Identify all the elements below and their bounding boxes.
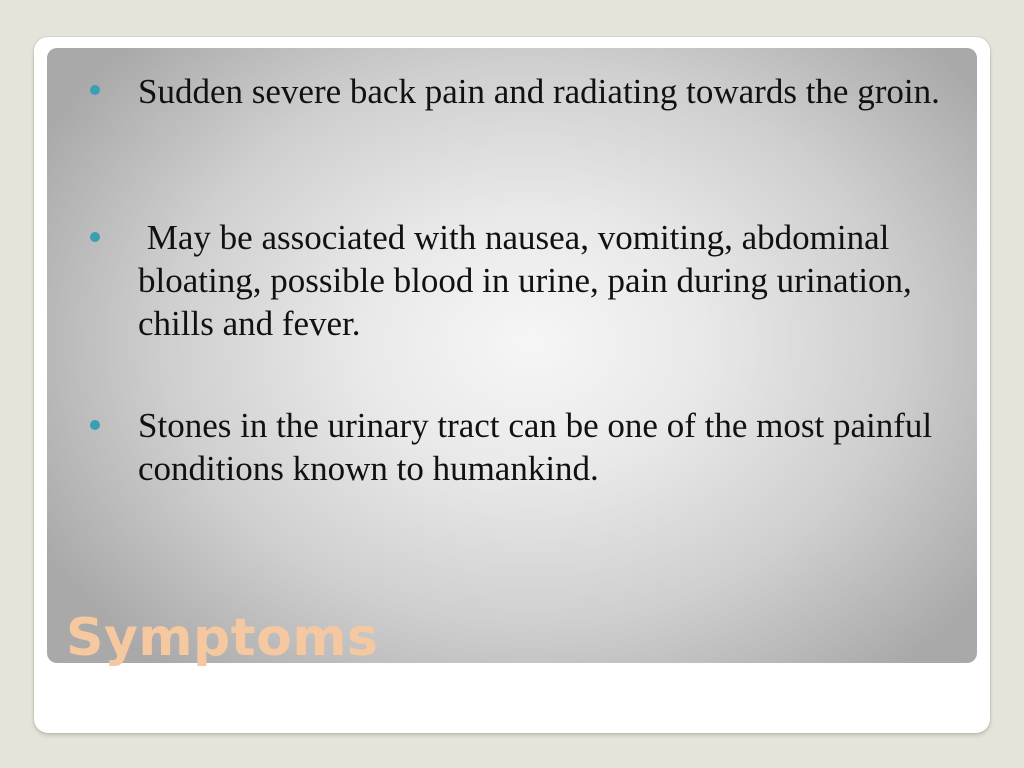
bullet-text: May be associated with nausea, vomiting, abdominal bloating, possible blood in urine, pain during urination, chills and fever. bbox=[138, 218, 921, 343]
bullet-dot-icon bbox=[90, 232, 100, 242]
bullet-text: Stones in the urinary tract can be one of the most painful conditions known to humankind. bbox=[138, 406, 941, 488]
bullet-dot-icon bbox=[90, 420, 100, 430]
bullet-dot-icon bbox=[90, 85, 100, 95]
slide-title: Symptoms bbox=[66, 608, 379, 668]
bullet-text: Sudden severe back pain and radiating towards the groin. bbox=[138, 72, 940, 111]
content-panel bbox=[47, 48, 977, 663]
